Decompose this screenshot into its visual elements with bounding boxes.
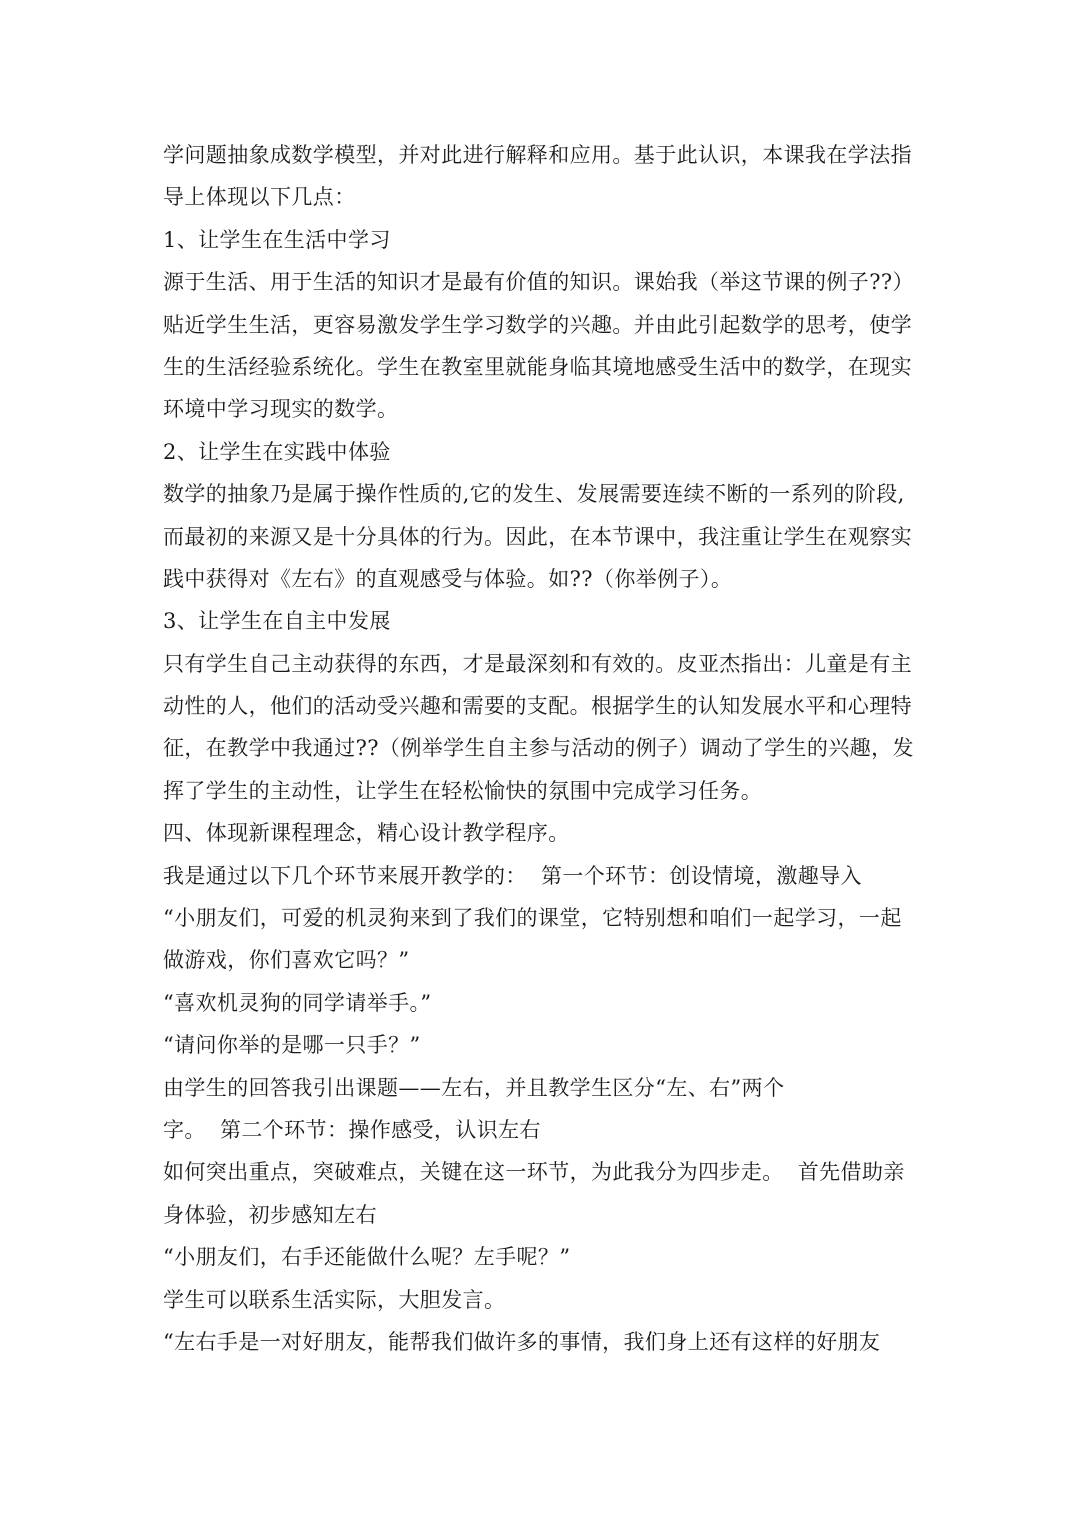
text-line: 学问题抽象成数学模型，并对此进行解释和应用。基于此认识，本课我在学法指 (163, 143, 912, 167)
text-line: “请问你举的是哪一只手？” (163, 1033, 421, 1058)
text-line: 源于生活、用于生活的知识才是最有价值的知识。课始我（举这节课的例子??） (163, 270, 914, 295)
text-line: 数学的抽象乃是属于操作性质的,它的发生、发展需要连续不断的一系列的阶段, (163, 482, 905, 507)
text-line: 贴近学生生活，更容易激发学生学习数学的兴趣。并由此引起数学的思考，使学 (163, 312, 912, 337)
text-line: 征，在教学中我通过??（例举学生自主参与活动的例子）调动了学生的兴趣，发 (163, 736, 914, 761)
text-line: “小朋友们，右手还能做什么呢？左手呢？” (163, 1245, 571, 1270)
text-line: 动性的人，他们的活动受兴趣和需要的支配。根据学生的认知发展水平和心理特 (163, 694, 912, 719)
text-line: 生的生活经验系统化。学生在教室里就能身临其境地感受生活中的数学，在现实 (163, 354, 912, 379)
text-line: 学生可以联系生活实际，大胆发言。 (163, 1287, 506, 1312)
text-line: 如何突出重点，突破难点，关键在这一环节，为此我分为四步走。 首先借助亲 (163, 1160, 905, 1185)
document-body (163, 134, 921, 1363)
text-line: 由学生的回答我引出课题——左右，并且教学生区分“左、右”两个 (163, 1075, 785, 1100)
text-line: 字。 第二个环节：操作感受，认识左右 (163, 1117, 541, 1142)
text-line: “喜欢机灵狗的同学请举手。” (163, 990, 432, 1015)
section-heading: 1、让学生在生活中学习 (163, 227, 391, 252)
text-line: 身体验，初步感知左右 (163, 1202, 377, 1227)
text-line: 而最初的来源又是十分具体的行为。因此，在本节课中，我注重让学生在观察实 (163, 524, 912, 549)
text-line: 挥了学生的主动性，让学生在轻松愉快的氛围中完成学习任务。 (163, 778, 763, 803)
text-line: 环境中学习现实的数学。 (163, 397, 399, 422)
section-heading: 2、让学生在实践中体验 (163, 439, 391, 464)
text-line: 做游戏，你们喜欢它吗？” (163, 948, 410, 973)
text-line: 导上体现以下几点： (163, 185, 356, 210)
section-heading: 四、体现新课程理念，精心设计教学程序。 (163, 821, 570, 846)
section-heading: 3、让学生在自主中发展 (163, 609, 391, 634)
text-line: 践中获得对《左右》的直观感受与体验。如??（你举例子）。 (163, 566, 733, 591)
text-line: “左右手是一对好朋友，能帮我们做许多的事情，我们身上还有这样的好朋友 (163, 1329, 881, 1354)
text-line: “小朋友们，可爱的机灵狗来到了我们的课堂，它特别想和咱们一起学习，一起 (163, 906, 902, 931)
text-line: 只有学生自己主动获得的东西，才是最深刻和有效的。皮亚杰指出：儿童是有主 (163, 651, 912, 676)
text-line: 我是通过以下几个环节来展开教学的： 第一个环节：创设情境，激趣导入 (163, 863, 862, 888)
